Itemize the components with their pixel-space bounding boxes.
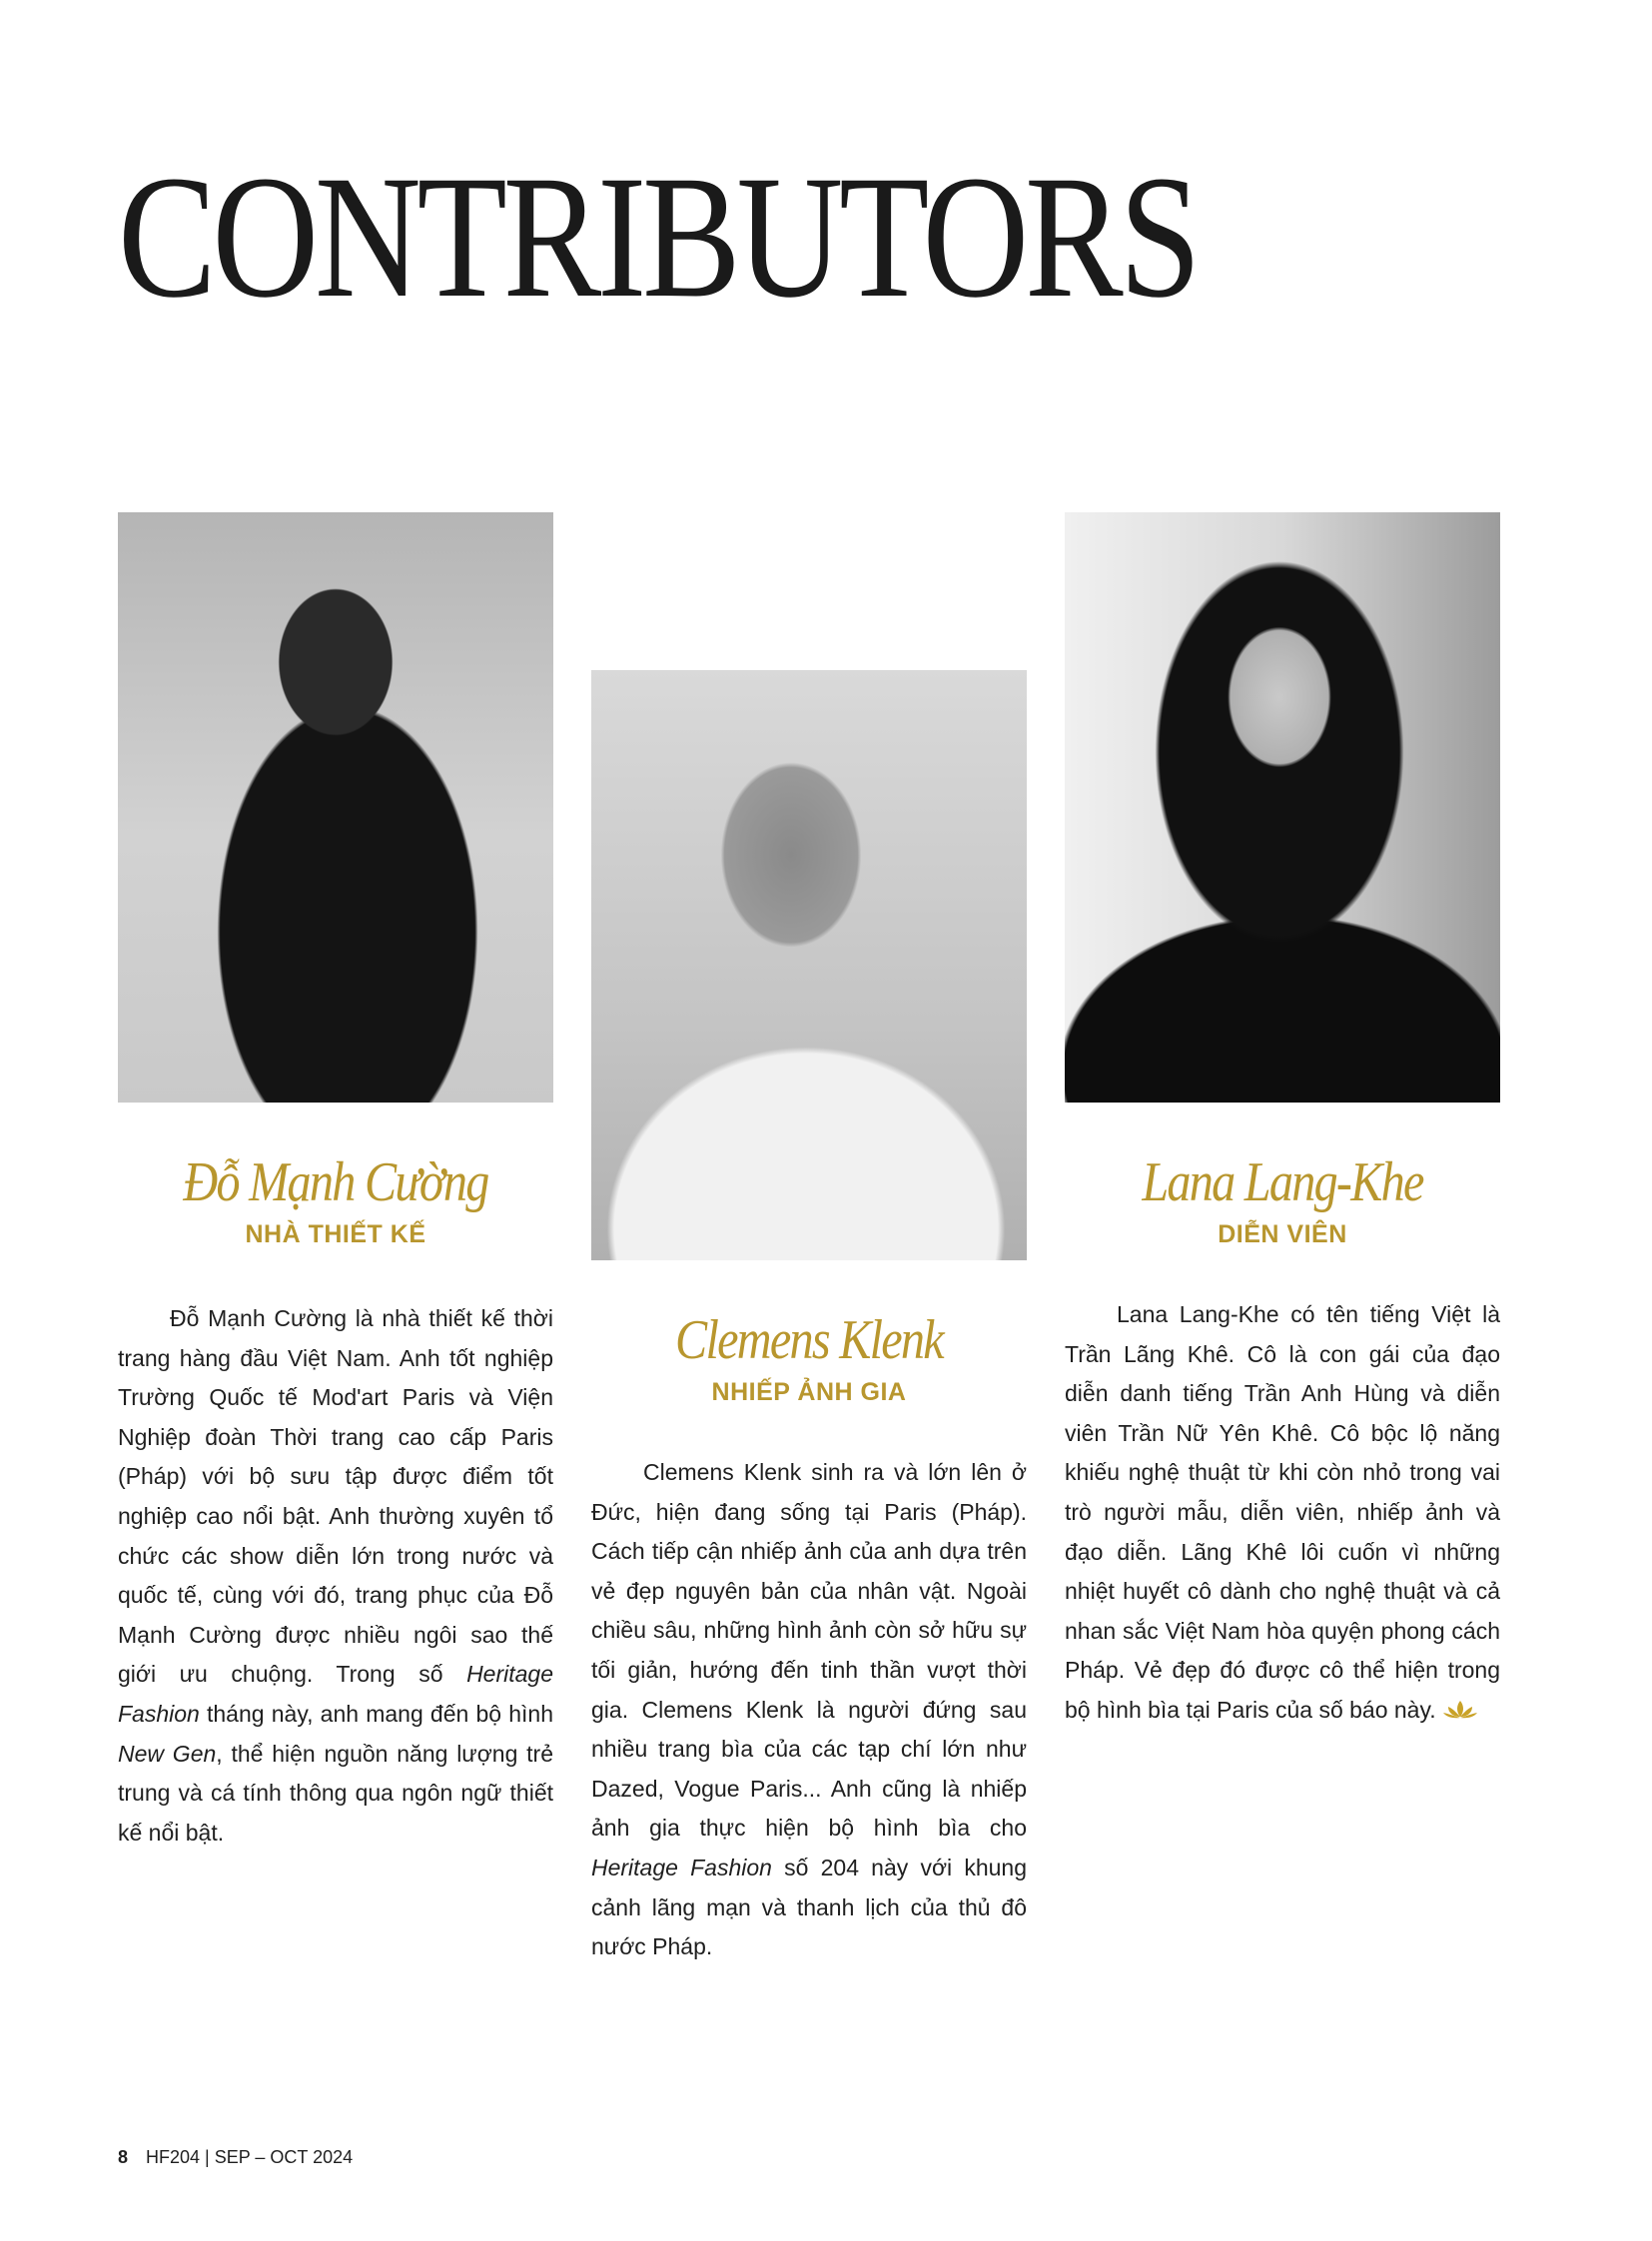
contributor-card-do-manh-cuong bbox=[118, 512, 553, 1853]
page-title: CONTRIBUTORS bbox=[118, 140, 1198, 335]
contributor-bio: Đỗ Mạnh Cường là nhà thiết kế thời trang hàng đầu Việt Nam. Anh tốt nghiệp Trường Quốc tế Mod'art Paris và Viện Nghiệp đoàn Thời trang cao cấp Paris (Pháp) với bộ sưu tập được điểm tốt nghiệp cao nổi bật. Anh thường xuyên tổ chức các show diễn lớn trong nước và quốc tế, cùng với đó, trang phục của Đỗ Mạnh Cường được nhiều ngôi sao thế giới ưu chuộng. Trong số Heritage Fashion tháng này, anh mang đến bộ hình New Gen, thể hiện nguồn năng lượng trẻ trung và cá tính thông qua ngôn ngữ thiết kế nổi bật. bbox=[118, 1305, 554, 1846]
magazine-title: Heritage Fashion bbox=[591, 1854, 772, 1880]
portrait-photo-icon bbox=[792, 943, 825, 989]
contributor-role: NHÀ THIẾT KẾ bbox=[245, 1220, 426, 1248]
contributor-photo bbox=[118, 512, 553, 1103]
magazine-title: Heritage Fashion bbox=[118, 1661, 553, 1727]
lotus-icon bbox=[1442, 1699, 1478, 1721]
contributor-role: NHIẾP ẢNH GIA bbox=[711, 1378, 907, 1406]
contributor-bio: Clemens Klenk sinh ra và lớn lên ở Đức, hiện đang sống tại Paris (Pháp). Cách tiếp cận nhiếp ảnh của anh dựa trên vẻ đẹp nguyên bản của nhân vật. Ngoài chiều sâu, những hình ảnh còn sở hữu sự tối giản, hướng đến tinh thần vượt thời gia. Clemens Klenk là người đứng sau nhiều trang bìa của các tạp chí lớn như Dazed, Vogue Paris... Anh cũng là nhiếp ảnh gia thực hiện bộ hình bìa cho Heritage Fashion số 204 này với khung cảnh lãng mạn và thanh lịch của thủ đô nước Pháp. bbox=[591, 1459, 1027, 1960]
contributor-card-clemens-klenk bbox=[591, 670, 1027, 1967]
contributor-photo bbox=[591, 670, 1027, 1260]
page-number: 8 bbox=[118, 2147, 129, 2167]
contributor-name: Lana Lang-Khe bbox=[1142, 1151, 1423, 1213]
contributor-card-lana-lang-khe bbox=[1065, 512, 1500, 1731]
issue-info: HF204 | SEP – OCT 2024 bbox=[146, 2147, 354, 2167]
portrait-photo-icon bbox=[319, 785, 352, 831]
page-footer bbox=[118, 2147, 353, 2168]
collection-title: New Gen bbox=[118, 1740, 217, 1767]
contributor-bio: Lana Lang-Khe có tên tiếng Việt là Trần Lãng Khê. Cô là con gái của đạo diễn danh tiếng Trần Anh Hùng và diễn viên Trần Nữ Yên Khê. Cô bộc lộ năng khiếu nghệ thuật từ khi còn nhỏ trong vai trò người mẫu, diễn viên, nhiếp ảnh và đạo diễn. Lãng Khê lôi cuốn vì những nhiệt huyết cô dành cho nghệ thuật và cả nhan sắc Việt Nam hòa quyện phong cách Pháp. Vẻ đẹp đó được cô thể hiện trong bộ hình bìa tại Paris của số báo này. bbox=[1065, 1301, 1500, 1723]
portrait-photo-icon bbox=[1265, 785, 1298, 831]
contributor-photo bbox=[1065, 512, 1500, 1103]
contributor-role: DIỄN VIÊN bbox=[1218, 1220, 1347, 1248]
contributor-name: Đỗ Mạnh Cường bbox=[183, 1151, 488, 1213]
contributor-name: Clemens Klenk bbox=[675, 1309, 943, 1371]
